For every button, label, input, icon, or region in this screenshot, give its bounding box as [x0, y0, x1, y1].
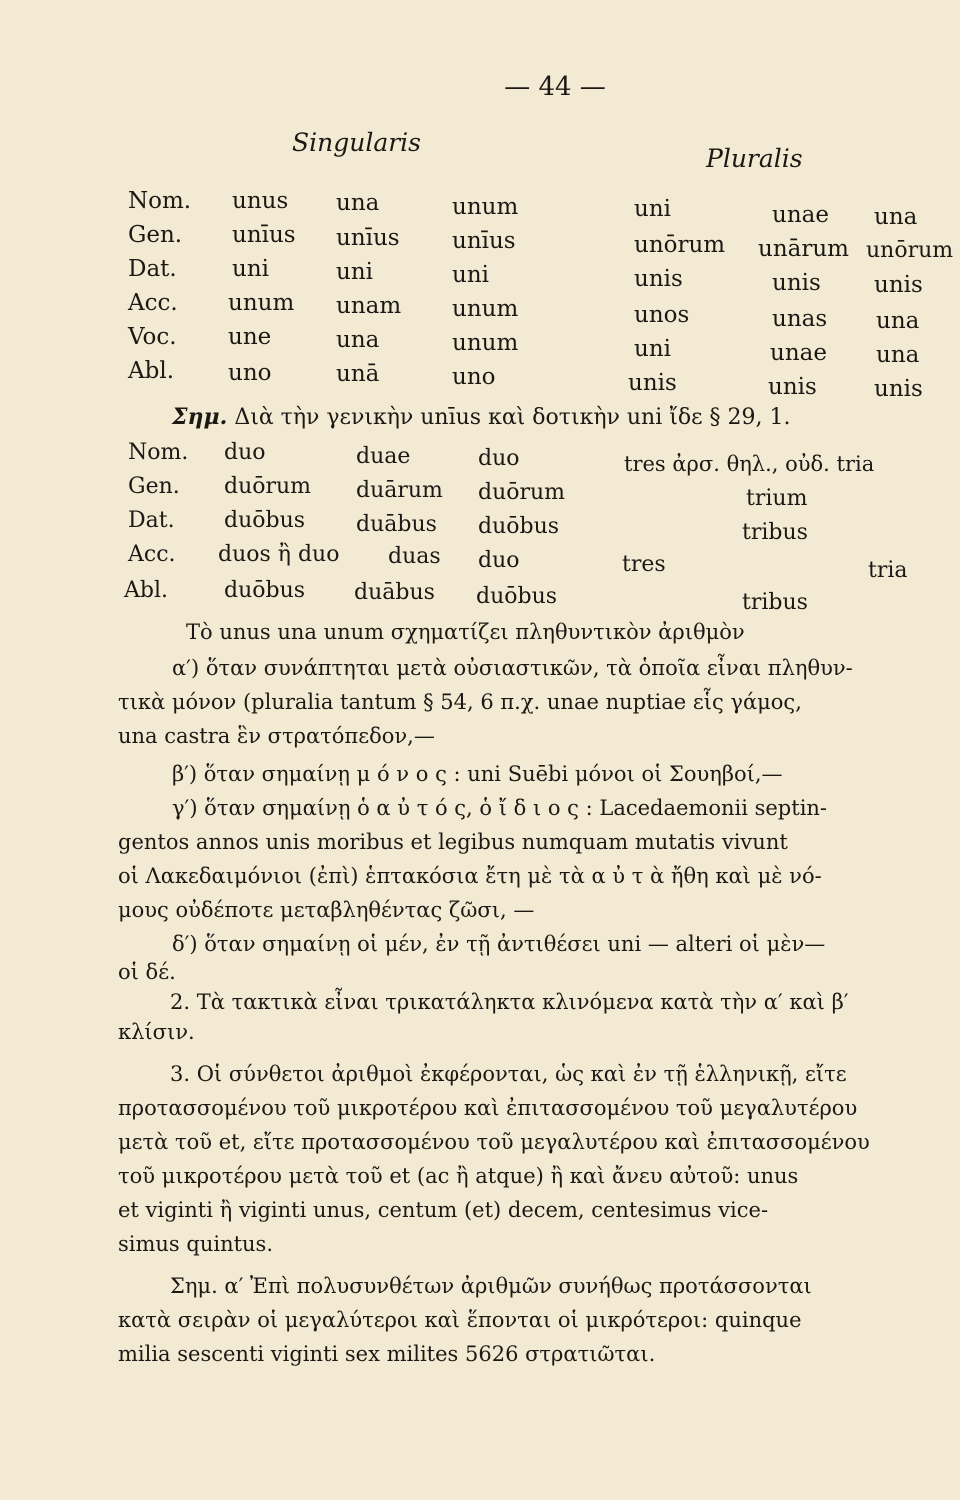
plural-feminine: unas: [772, 306, 828, 332]
form-neuter: duo: [478, 446, 520, 471]
tres-forms: tres ἀρσ. θηλ., οὐδ. tria: [624, 452, 875, 476]
tria-form: tria: [868, 558, 908, 583]
text-line: una castra ἓν στρατόπεδον,—: [118, 724, 435, 748]
case-label: Gen.: [128, 474, 180, 499]
text-line: κατὰ σειρὰν οἱ μεγαλύτεροι καὶ ἕπονται οἱ μικρότεροι: quinque: [118, 1308, 802, 1332]
form-neuter: unum: [452, 296, 519, 322]
text-line: Σημ. α′ Ἐπὶ πολυσυνθέτων ἀριθμῶν συνήθως προτάσσονται: [170, 1274, 812, 1298]
text-line: α′) ὅταν συνάπτηται μετὰ οὐσιαστικῶν, τὰ ὁποῖα εἶναι πληθυν-: [172, 656, 853, 680]
text-line: οἱ Λακεδαιμόνιοι (ἐπὶ) ἑπτακόσια ἔτη μὲ τὰ α ὐ τ ὰ ἤθη καὶ μὲ νό-: [118, 864, 822, 888]
form-masculine: duos ἢ duo: [218, 542, 340, 567]
text-line: μους οὐδέποτε μεταβληθέντας ζῶσι, —: [118, 898, 535, 922]
plural-feminine: unārum: [758, 236, 849, 262]
form-feminine: duas: [388, 544, 441, 569]
text-line: μετὰ τοῦ et, εἴτε προτασσομένου τοῦ μεγαλυτέρου καὶ ἐπιτασσομένου: [118, 1130, 870, 1154]
form-masculine: unus: [232, 188, 289, 214]
form-feminine: unīus: [336, 225, 400, 251]
plural-neuter: unis: [874, 272, 923, 298]
form-masculine: duo: [224, 440, 266, 465]
text-line: Τὸ unus una unum σχηματίζει πληθυντικὸν ἀριθμὸν: [186, 620, 745, 644]
form-masculine: duōbus: [224, 578, 306, 603]
form-masculine: une: [228, 324, 272, 350]
plural-masculine: unos: [634, 302, 690, 328]
form-feminine: duae: [356, 444, 411, 469]
plural-masculine: uni: [634, 336, 671, 362]
tres-forms: tribus: [742, 590, 808, 615]
case-label: Abl.: [128, 358, 174, 384]
plural-masculine: uni: [634, 196, 671, 222]
plural-feminine: unae: [772, 202, 829, 228]
text-line: et viginti ἢ viginti unus, centum (et) decem, centesimus vice-: [118, 1198, 769, 1222]
text-line: gentos annos unis moribus et legibus numquam mutatis vivunt: [118, 830, 788, 854]
page-number: — 44 —: [504, 72, 606, 102]
form-masculine: uni: [232, 256, 269, 282]
form-feminine: duābus: [354, 580, 435, 605]
form-neuter: uno: [452, 364, 496, 390]
form-feminine: unā: [336, 361, 380, 387]
text-line: οἱ δέ.: [118, 960, 176, 984]
heading-singular: Singularis: [292, 128, 422, 157]
text-line: simus quintus.: [118, 1232, 274, 1256]
form-feminine: una: [336, 190, 380, 216]
note-unius: [172, 404, 790, 430]
plural-neuter: unis: [874, 376, 923, 402]
form-feminine: duārum: [356, 478, 443, 503]
plural-neuter: una: [874, 204, 918, 230]
form-neuter: uni: [452, 262, 489, 288]
case-label: Acc.: [128, 290, 178, 316]
text-line: β′) ὅταν σημαίνῃ μ ό ν ο ς : uni Suēbi μόνοι οἱ Σουηβοί,—: [172, 762, 783, 786]
text-line: 2. Τὰ τακτικὰ εἶναι τρικατάληκτα κλινόμενα κατὰ τὴν α′ καὶ β′: [170, 990, 849, 1014]
plural-masculine: unis: [634, 266, 683, 292]
form-feminine: uni: [336, 259, 373, 285]
plural-masculine: unōrum: [634, 232, 726, 258]
text-line: δ′) ὅταν σημαίνῃ οἱ μέν, ἐν τῇ ἀντιθέσει uni — alteri οἱ μὲν—: [172, 932, 826, 956]
form-feminine: una: [336, 327, 380, 353]
text-line: κλίσιν.: [118, 1020, 195, 1044]
plural-feminine: unis: [768, 374, 817, 400]
note-text: Διὰ τὴν γενικὴν unīus καὶ δοτικὴν uni ἴδε § 29, 1.: [234, 405, 791, 430]
form-neuter: duo: [478, 548, 520, 573]
case-label: Acc.: [128, 542, 176, 567]
case-label: Voc.: [128, 324, 177, 350]
tres-forms: tribus: [742, 520, 808, 545]
form-feminine: duābus: [356, 512, 437, 537]
form-neuter: duōbus: [478, 514, 560, 539]
case-label: Abl.: [124, 578, 168, 603]
form-neuter: unum: [452, 194, 519, 220]
text-line: milia sescenti viginti sex milites 5626 στρατιῶται.: [118, 1342, 656, 1366]
tres-forms: trium: [746, 486, 808, 511]
form-masculine: uno: [228, 360, 272, 386]
form-neuter: unīus: [452, 228, 516, 254]
case-label: Nom.: [128, 188, 192, 214]
plural-masculine: unis: [628, 370, 677, 396]
plural-feminine: unis: [772, 270, 821, 296]
text-line: προτασσομένου τοῦ μικροτέρου καὶ ἐπιτασσομένου τοῦ μεγαλυτέρου: [118, 1096, 858, 1120]
text-line: 3. Οἱ σύνθετοι ἀριθμοὶ ἐκφέρονται, ὡς καὶ ἐν τῇ ἑλληνικῇ, εἴτε: [170, 1062, 847, 1086]
case-label: Dat.: [128, 508, 175, 533]
heading-plural: Pluralis: [706, 144, 803, 173]
case-label: Gen.: [128, 222, 183, 248]
text-line: γ′) ὅταν σημαίνῃ ὁ α ὐ τ ό ς, ὁ ἴ δ ι ο ς : Lacedaemonii septin-: [172, 796, 828, 820]
form-masculine: unum: [228, 290, 295, 316]
plural-neuter: una: [876, 308, 920, 334]
case-label: Nom.: [128, 440, 189, 465]
form-neuter: duōrum: [478, 480, 566, 505]
case-label: Dat.: [128, 256, 177, 282]
form-masculine: duōbus: [224, 508, 306, 533]
plural-neuter: unōrum: [866, 238, 954, 263]
tres-forms: tres: [622, 552, 666, 577]
form-neuter: unum: [452, 330, 519, 356]
text-line: τοῦ μικροτέρου μετὰ τοῦ et (ac ἢ atque) ἢ καὶ ἄνευ αὐτοῦ: unus: [118, 1164, 799, 1188]
form-masculine: duōrum: [224, 474, 312, 499]
text-line: τικὰ μόνον (pluralia tantum § 54, 6 π.χ. unae nuptiae εἷς γάμος,: [118, 690, 802, 714]
form-neuter: duōbus: [476, 584, 558, 609]
note-label: Σημ.: [172, 404, 228, 430]
form-feminine: unam: [336, 293, 402, 319]
plural-feminine: unae: [770, 340, 827, 366]
plural-neuter: una: [876, 342, 920, 368]
form-masculine: unīus: [232, 222, 296, 248]
